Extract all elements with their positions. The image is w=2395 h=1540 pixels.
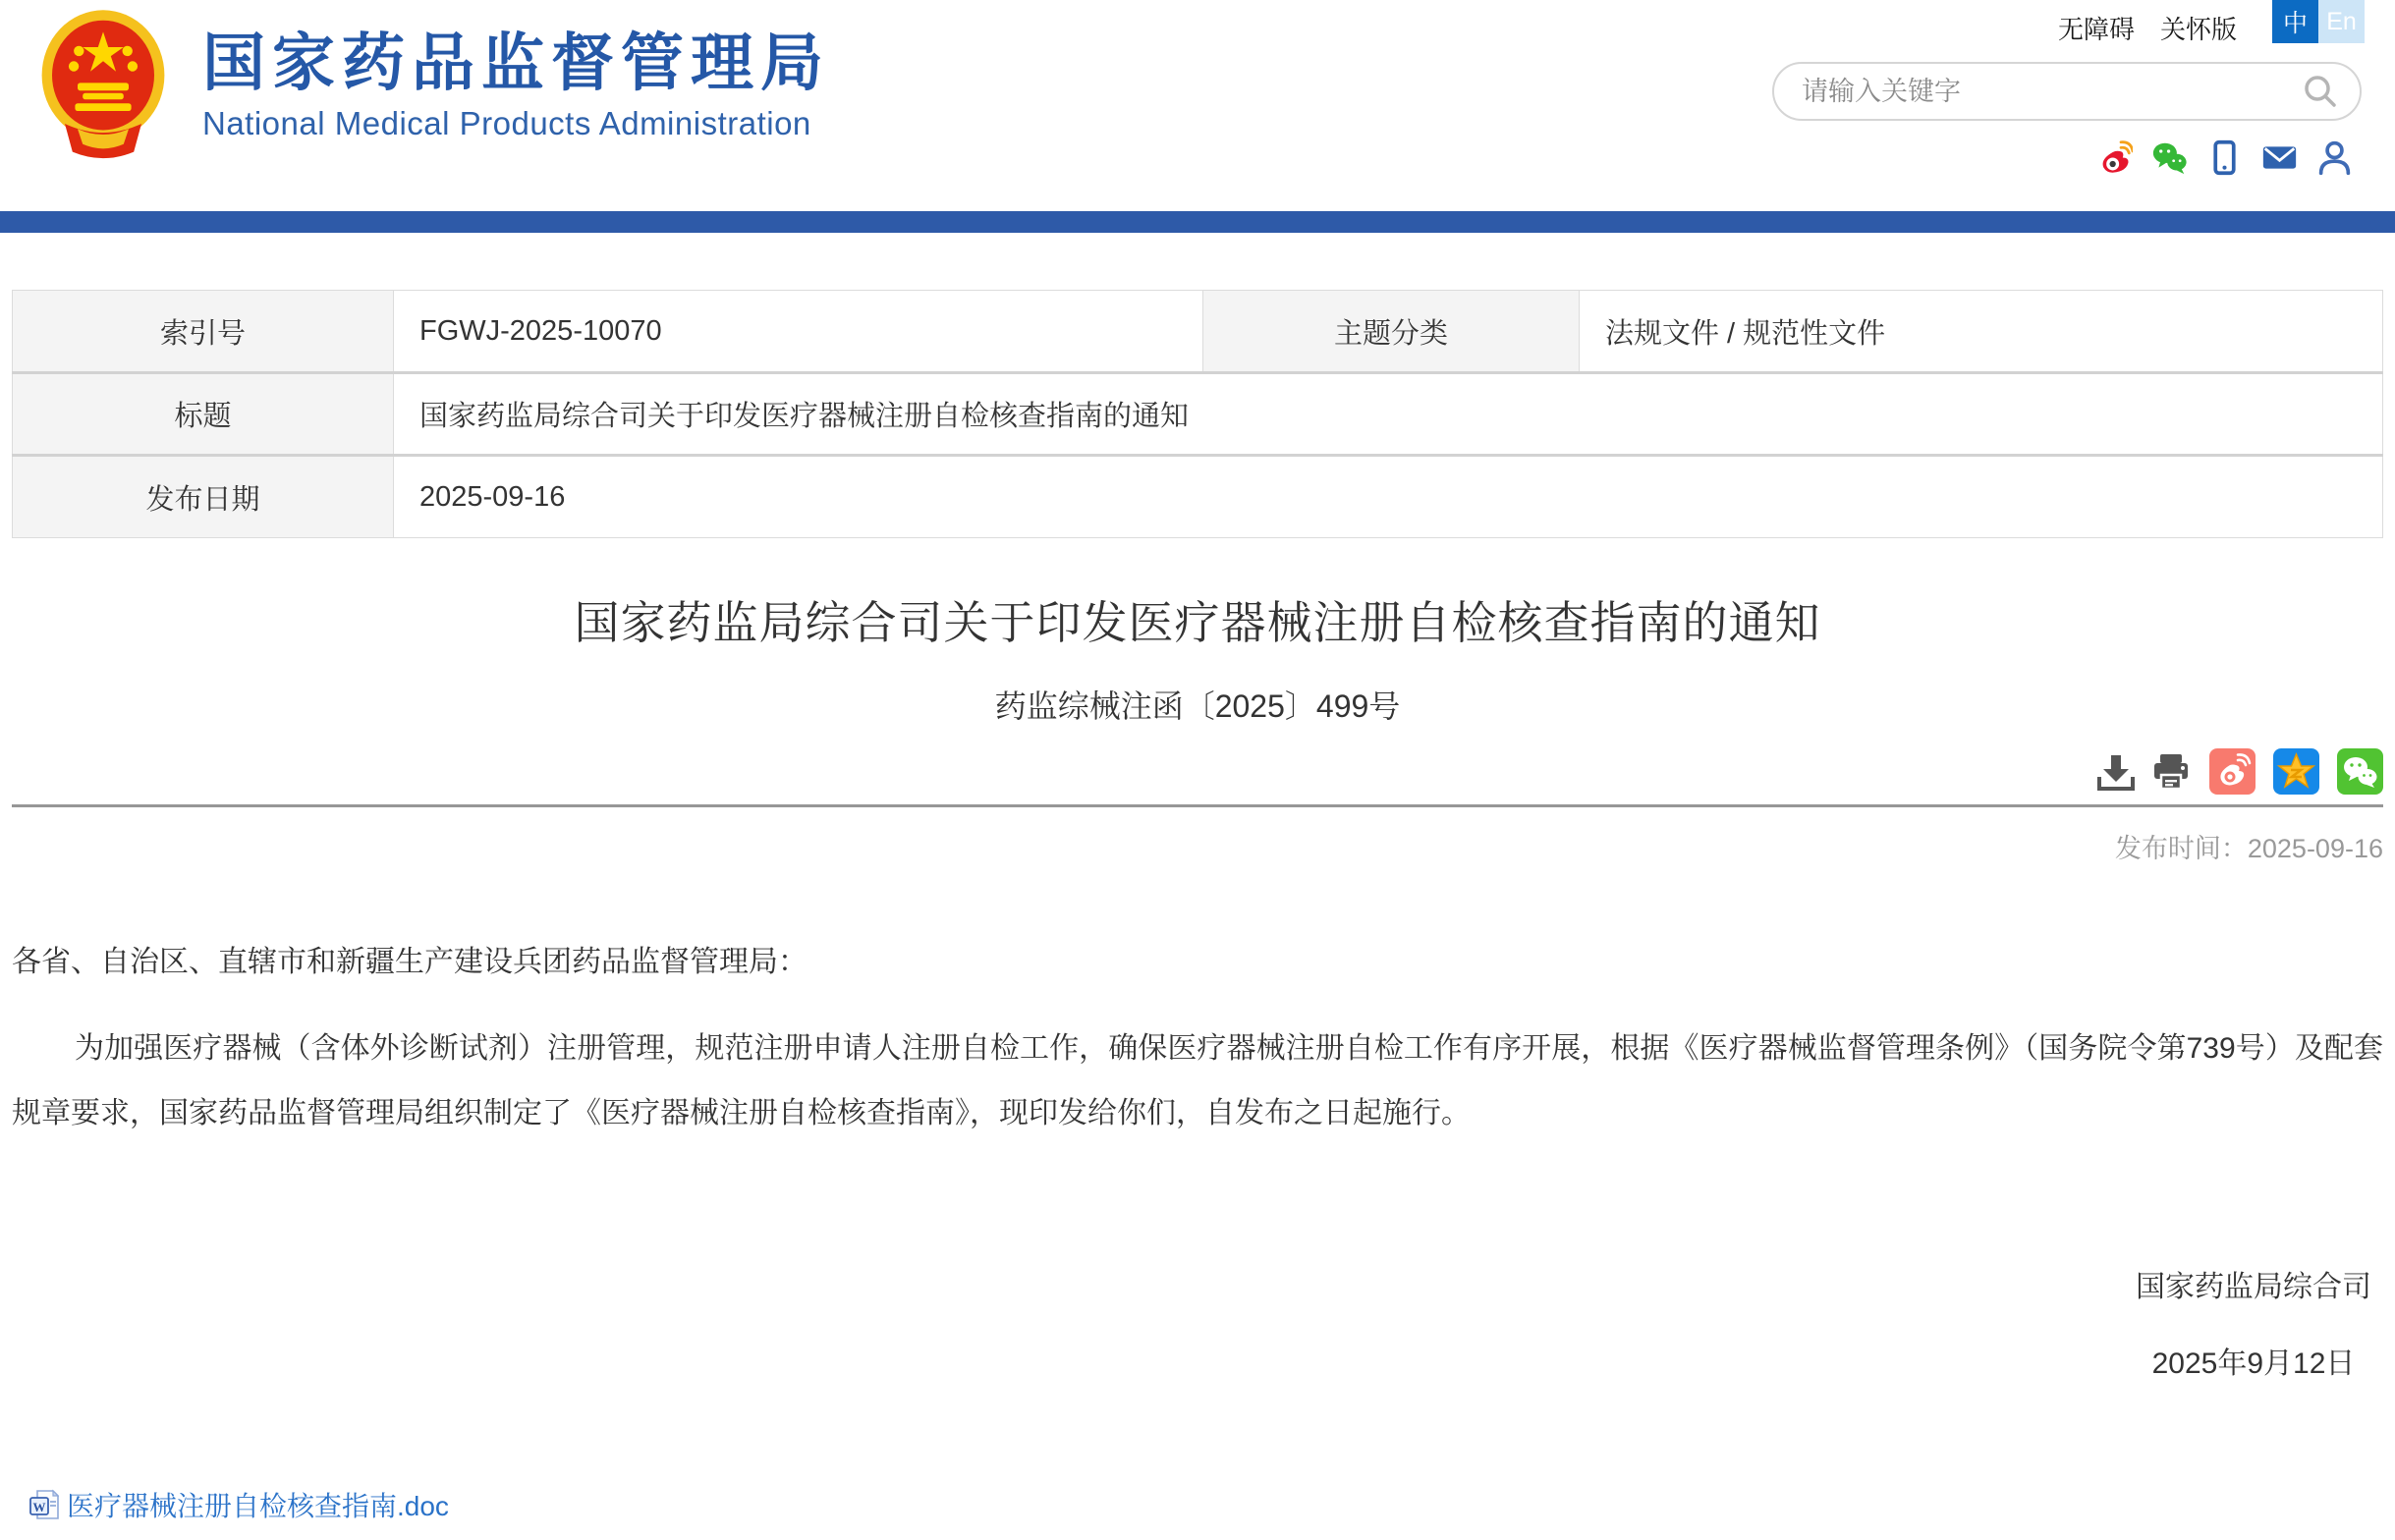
mail-icon[interactable]	[2261, 139, 2298, 176]
accessibility-link[interactable]: 无障碍	[2057, 15, 2135, 44]
svg-text:W: W	[32, 1500, 46, 1514]
search-box	[1772, 62, 2362, 121]
signer-name: 国家药监局综合司	[2136, 1271, 2371, 1303]
article-page	[0, 290, 2395, 1382]
lang-zh-button[interactable]: 中	[2272, 0, 2318, 43]
print-icon[interactable]	[2150, 751, 2192, 793]
meta-index-label: 索引号	[13, 291, 394, 373]
doc-number: 药监综械注函〔2025〕499号	[994, 688, 1401, 724]
page-title: 国家药监局综合司关于印发医疗器械注册自检核查指南的通知	[574, 597, 1821, 648]
site-title-zh: 国家药品监督管理局	[202, 28, 830, 98]
table-row	[13, 373, 2383, 456]
signature-block	[12, 1262, 2383, 1382]
meta-category-value: 法规文件 / 规范性文件	[1580, 291, 2383, 373]
top-links	[2058, 10, 2237, 46]
publish-time-value: 2025-09-16	[2247, 834, 2383, 863]
search-icon[interactable]	[2301, 72, 2340, 111]
meta-category-label: 主题分类	[1203, 291, 1580, 373]
language-toggle	[2272, 0, 2365, 43]
mobile-icon[interactable]	[2206, 139, 2243, 176]
publish-time	[12, 827, 2383, 865]
meta-index-value: FGWJ-2025-10070	[394, 291, 1203, 373]
lang-en-button[interactable]: En	[2318, 0, 2365, 43]
publish-time-label: 发布时间：	[2114, 834, 2248, 863]
salutation: 各省、自治区、直辖市和新疆生产建设兵团药品监督管理局：	[12, 946, 808, 978]
care-version-link[interactable]: 关怀版	[2159, 15, 2237, 44]
meta-date-label: 发布日期	[13, 456, 394, 538]
sign-date: 2025年9月12日	[2151, 1348, 2356, 1380]
table-row	[13, 456, 2383, 538]
search-input[interactable]	[1802, 77, 2301, 107]
share-wechat-icon[interactable]	[2337, 748, 2383, 795]
header-social-icons	[2096, 139, 2353, 176]
article-tools	[12, 748, 2383, 795]
meta-date-value: 2025-09-16	[394, 456, 2383, 538]
table-row	[13, 291, 2383, 373]
attachment-link[interactable]: 医疗器械注册自检核查指南.doc	[67, 1491, 449, 1521]
share-weibo-icon[interactable]	[2209, 748, 2256, 795]
user-icon[interactable]	[2316, 139, 2353, 176]
national-emblem-icon[interactable]	[39, 8, 167, 163]
attachment-row	[29, 1485, 449, 1524]
share-qzone-icon[interactable]	[2273, 748, 2319, 795]
weibo-icon[interactable]	[2096, 139, 2133, 176]
meta-title-label: 标题	[13, 373, 394, 456]
meta-title-value: 国家药监局综合司关于印发医疗器械注册自检核查指南的通知	[394, 373, 2383, 456]
site-header	[0, 0, 2395, 211]
title-body-divider	[12, 804, 2383, 807]
top-utilities	[2058, 0, 2365, 46]
download-icon[interactable]	[2095, 751, 2137, 793]
wechat-icon[interactable]	[2151, 139, 2188, 176]
word-doc-icon	[29, 1489, 59, 1520]
header-divider-bar	[0, 211, 2395, 233]
site-brand	[202, 26, 830, 142]
site-title-en: National Medical Products Administration	[202, 104, 811, 141]
article-paragraph: 为加强医疗器械（含体外诊断试剂）注册管理，规范注册申请人注册自检工作，确保医疗器械注册自检工作有序开展，根据《医疗器械监督管理条例》（国务院令第739号）及配套规章要求，国家药品监督管理局组织制定了《医疗器械注册自检核查指南》，现印发给你们，自发布之日起施行。	[12, 1032, 2383, 1129]
document-meta-table	[12, 290, 2383, 538]
